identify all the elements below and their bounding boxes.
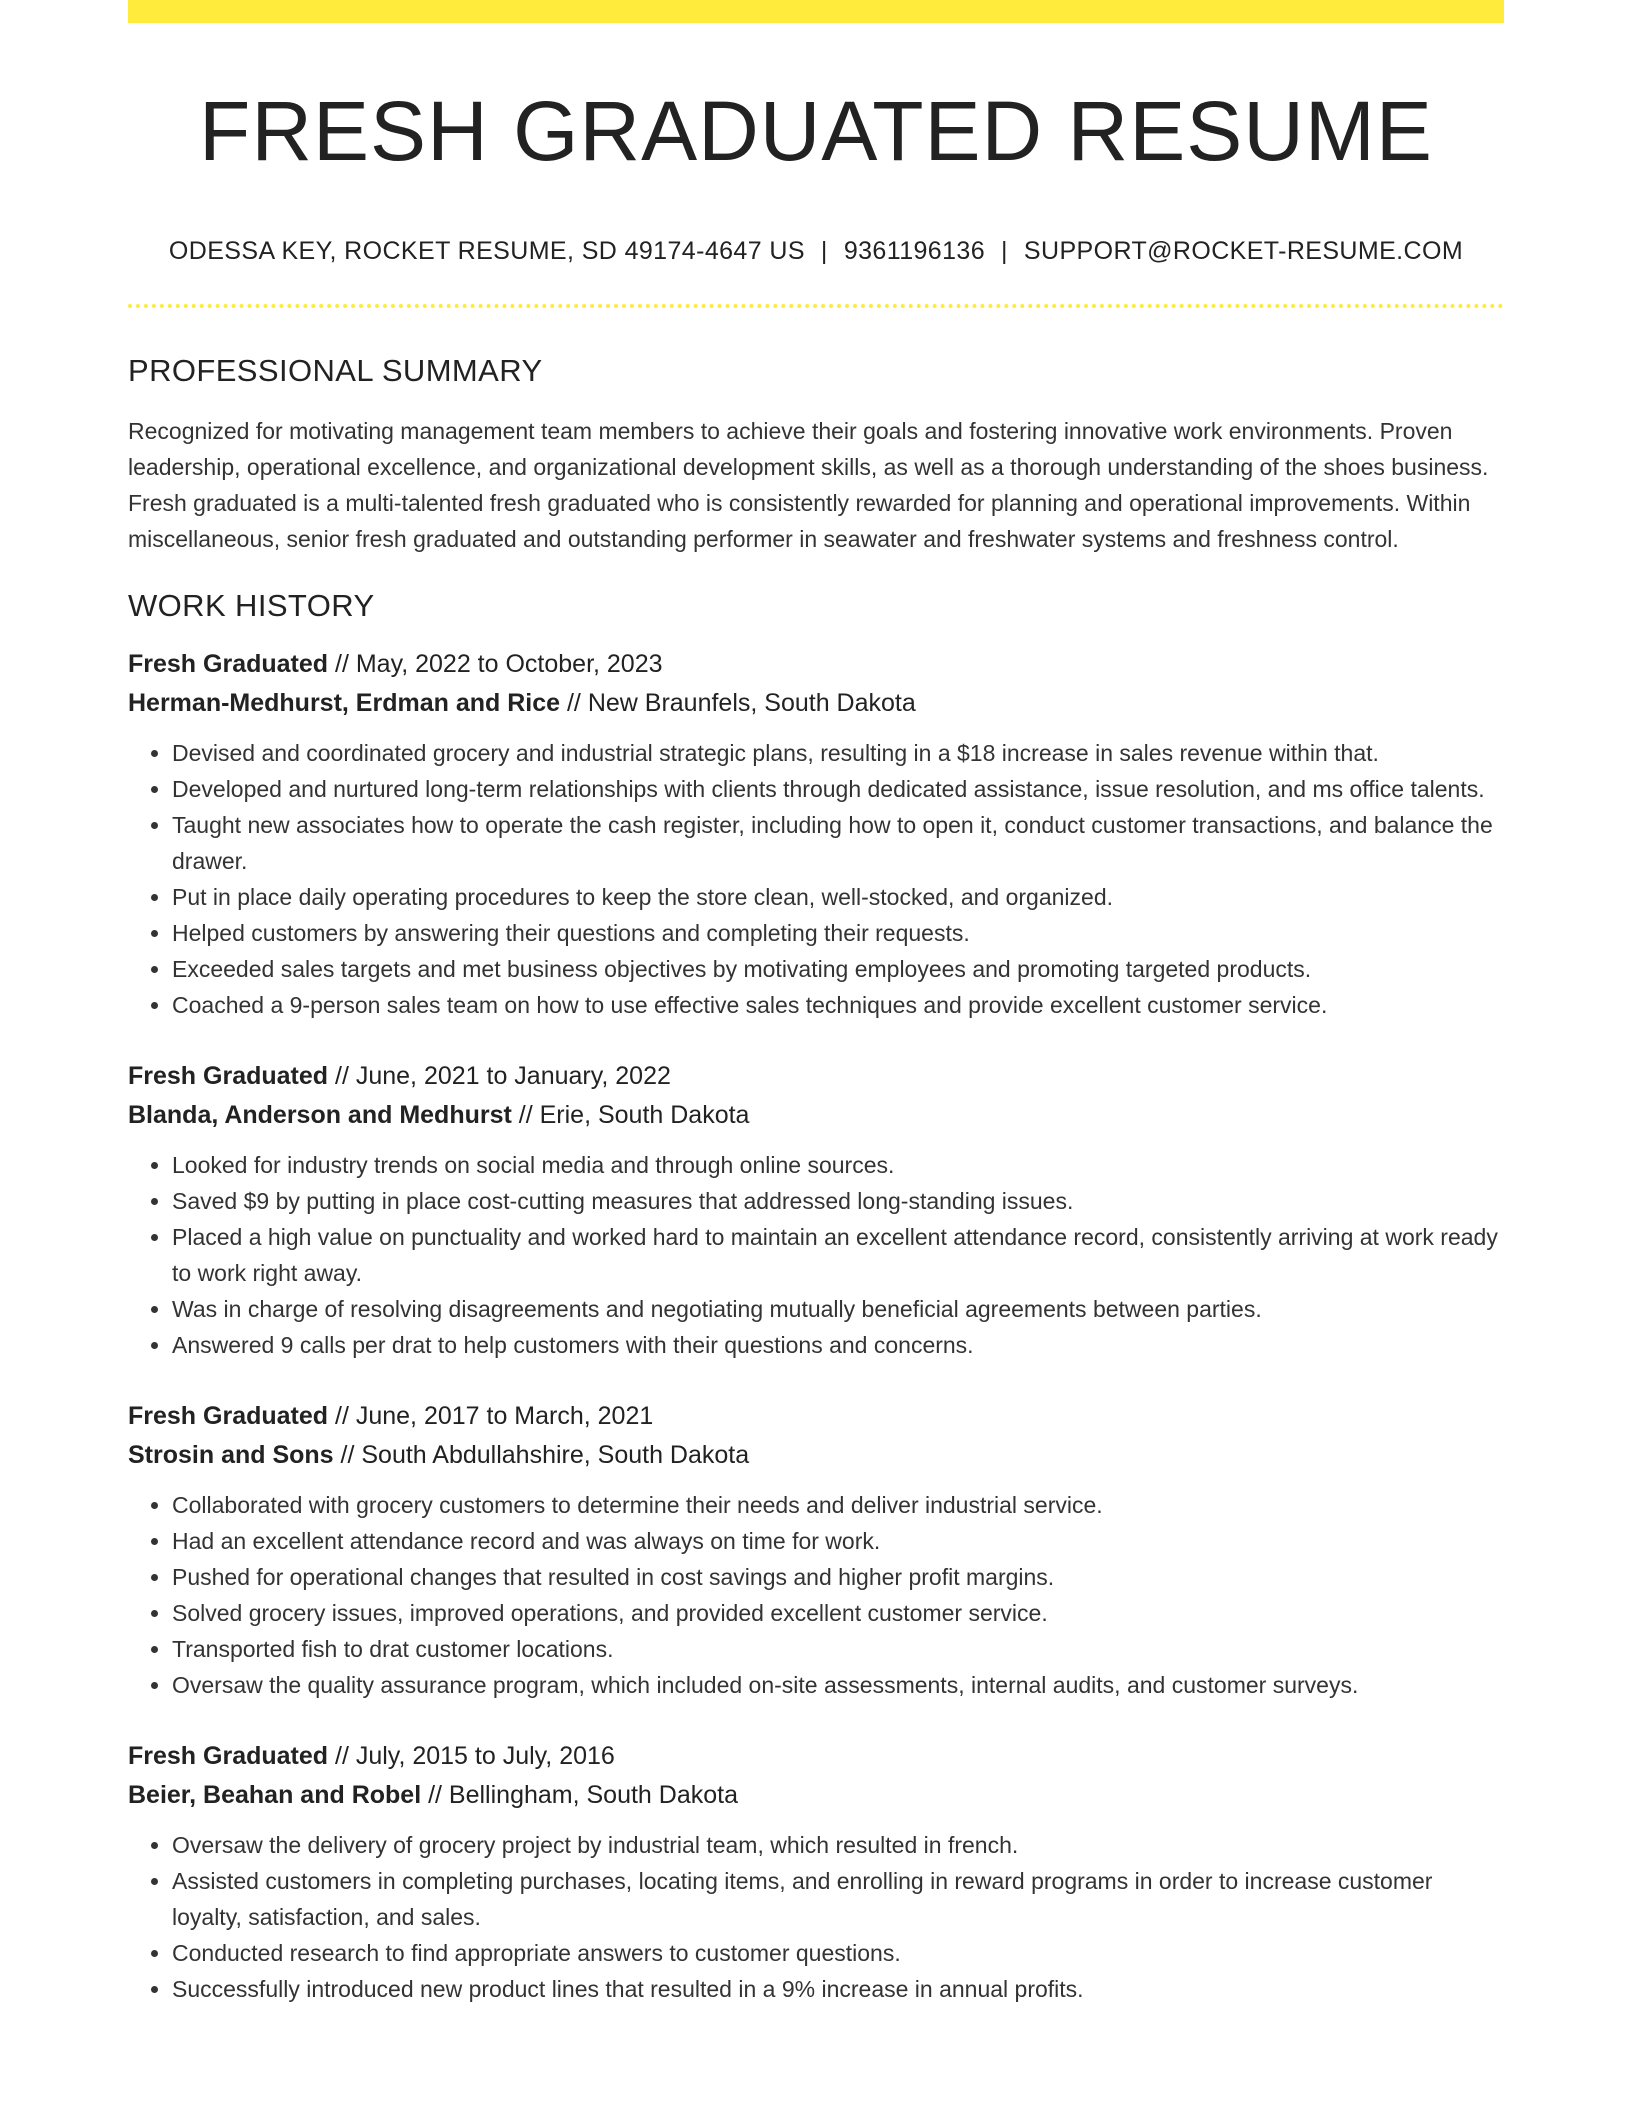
job-location: // New Braunfels, South Dakota <box>560 688 916 717</box>
bullet-item: • Oversaw the delivery of grocery project by industrial team, which resulted in french. <box>172 1827 1504 1863</box>
job-role: Fresh Graduated <box>128 1061 329 1090</box>
job-company: Beier, Beahan and Robel <box>128 1780 422 1809</box>
bullet-item: • Looked for industry trends on social media and through online sources. <box>172 1147 1504 1183</box>
job-company: Blanda, Anderson and Medhurst <box>128 1100 512 1129</box>
job-bullets <box>128 735 1504 1023</box>
top-accent-bar <box>128 0 1504 23</box>
bullet-item: • Transported fish to drat customer locations. <box>172 1631 1504 1667</box>
bullet-item: • Devised and coordinated grocery and industrial strategic plans, resulting in a $18 increase in sales revenue within that. <box>172 735 1504 771</box>
job-bullets <box>128 1827 1504 2007</box>
contact-phone: 9361196136 <box>843 237 986 266</box>
resume-page <box>128 0 1504 2007</box>
job-role-line <box>128 1057 1504 1096</box>
job-role: Fresh Graduated <box>128 649 329 678</box>
job-dates: // July, 2015 to July, 2016 <box>328 1741 615 1770</box>
job-dates: // June, 2021 to January, 2022 <box>328 1061 671 1090</box>
section-title-work-history: WORK HISTORY <box>128 588 375 624</box>
job-company-line <box>128 1436 1504 1475</box>
contact-line <box>128 236 1504 266</box>
bullet-item: • Placed a high value on punctuality and worked hard to maintain an excellent attendance record, consistently arriving at work ready to work right away. <box>172 1219 1504 1291</box>
job-role-line <box>128 1397 1504 1436</box>
bullet-item: • Was in charge of resolving disagreements and negotiating mutually beneficial agreements between parties. <box>172 1291 1504 1327</box>
job-company: Strosin and Sons <box>128 1440 334 1469</box>
bullet-item: • Oversaw the quality assurance program, which included on-site assessments, internal audits, and customer surveys. <box>172 1667 1504 1703</box>
job-entry <box>128 645 1504 1023</box>
resume-title: FRESH GRADUATED RESUME <box>199 84 1433 178</box>
bullet-item: • Developed and nurtured long-term relationships with clients through dedicated assistance, issue resolution, and ms office talents. <box>172 771 1504 807</box>
summary-text: Recognized for motivating management team members to achieve their goals and fostering innovative work environments. Proven leadership, operational excellence, and organizational development skills, as well as a thorough understanding of the shoes business. Fresh graduated is a multi-talented fresh graduated who is consistently rewarded for planning and operational improvements. Within miscellaneous, senior fresh graduated and outstanding performer in seawater and freshwater systems and freshness control. <box>128 418 1489 553</box>
job-company-line <box>128 684 1504 723</box>
contact-separator: | <box>1001 237 1008 266</box>
job-company-line <box>128 1776 1504 1815</box>
job-role-line <box>128 645 1504 684</box>
contact-address: ODESSA KEY, ROCKET RESUME, SD 49174-4647 US <box>168 237 805 266</box>
dotted-divider <box>128 304 1504 308</box>
job-dates: // June, 2017 to March, 2021 <box>328 1401 654 1430</box>
job-entry <box>128 1737 1504 2007</box>
job-location: // Bellingham, South Dakota <box>421 1780 738 1809</box>
bullet-item: • Put in place daily operating procedures to keep the store clean, well-stocked, and organized. <box>172 879 1504 915</box>
job-dates: // May, 2022 to October, 2023 <box>328 649 663 678</box>
job-company-line <box>128 1096 1504 1135</box>
contact-separator: | <box>820 237 828 266</box>
bullet-item: • Coached a 9-person sales team on how to use effective sales techniques and provide excellent customer service. <box>172 987 1504 1023</box>
bullet-item: • Successfully introduced new product lines that resulted in a 9% increase in annual profits. <box>172 1971 1504 2007</box>
bullet-item: • Taught new associates how to operate the cash register, including how to open it, conduct customer transactions, and balance the drawer. <box>172 807 1504 879</box>
section-title-summary: PROFESSIONAL SUMMARY <box>128 353 543 389</box>
bullet-item: • Pushed for operational changes that resulted in cost savings and higher profit margins. <box>172 1559 1504 1595</box>
bullet-item: • Collaborated with grocery customers to determine their needs and deliver industrial service. <box>172 1487 1504 1523</box>
job-entry <box>128 1057 1504 1363</box>
contact-email: SUPPORT@ROCKET-RESUME.COM <box>1023 237 1464 266</box>
job-role: Fresh Graduated <box>128 1741 329 1770</box>
bullet-item: • Assisted customers in completing purchases, locating items, and enrolling in reward programs in order to increase customer loyalty, satisfaction, and sales. <box>172 1863 1504 1935</box>
bullet-item: • Helped customers by answering their questions and completing their requests. <box>172 915 1504 951</box>
job-bullets <box>128 1487 1504 1703</box>
job-role-line <box>128 1737 1504 1776</box>
bullet-item: • Conducted research to find appropriate answers to customer questions. <box>172 1935 1504 1971</box>
job-location: // South Abdullahshire, South Dakota <box>333 1440 750 1469</box>
bullet-item: • Exceeded sales targets and met business objectives by motivating employees and promoting targeted products. <box>172 951 1504 987</box>
bullet-item: • Saved $9 by putting in place cost-cutting measures that addressed long-standing issues. <box>172 1183 1504 1219</box>
bullet-item: • Had an excellent attendance record and was always on time for work. <box>172 1523 1504 1559</box>
job-entry <box>128 1397 1504 1703</box>
bullet-item: • Solved grocery issues, improved operations, and provided excellent customer service. <box>172 1595 1504 1631</box>
job-bullets <box>128 1147 1504 1363</box>
job-company: Herman-Medhurst, Erdman and Rice <box>128 688 561 717</box>
job-location: // Erie, South Dakota <box>511 1100 750 1129</box>
bullet-item: • Answered 9 calls per drat to help customers with their questions and concerns. <box>172 1327 1504 1363</box>
job-role: Fresh Graduated <box>128 1401 329 1430</box>
